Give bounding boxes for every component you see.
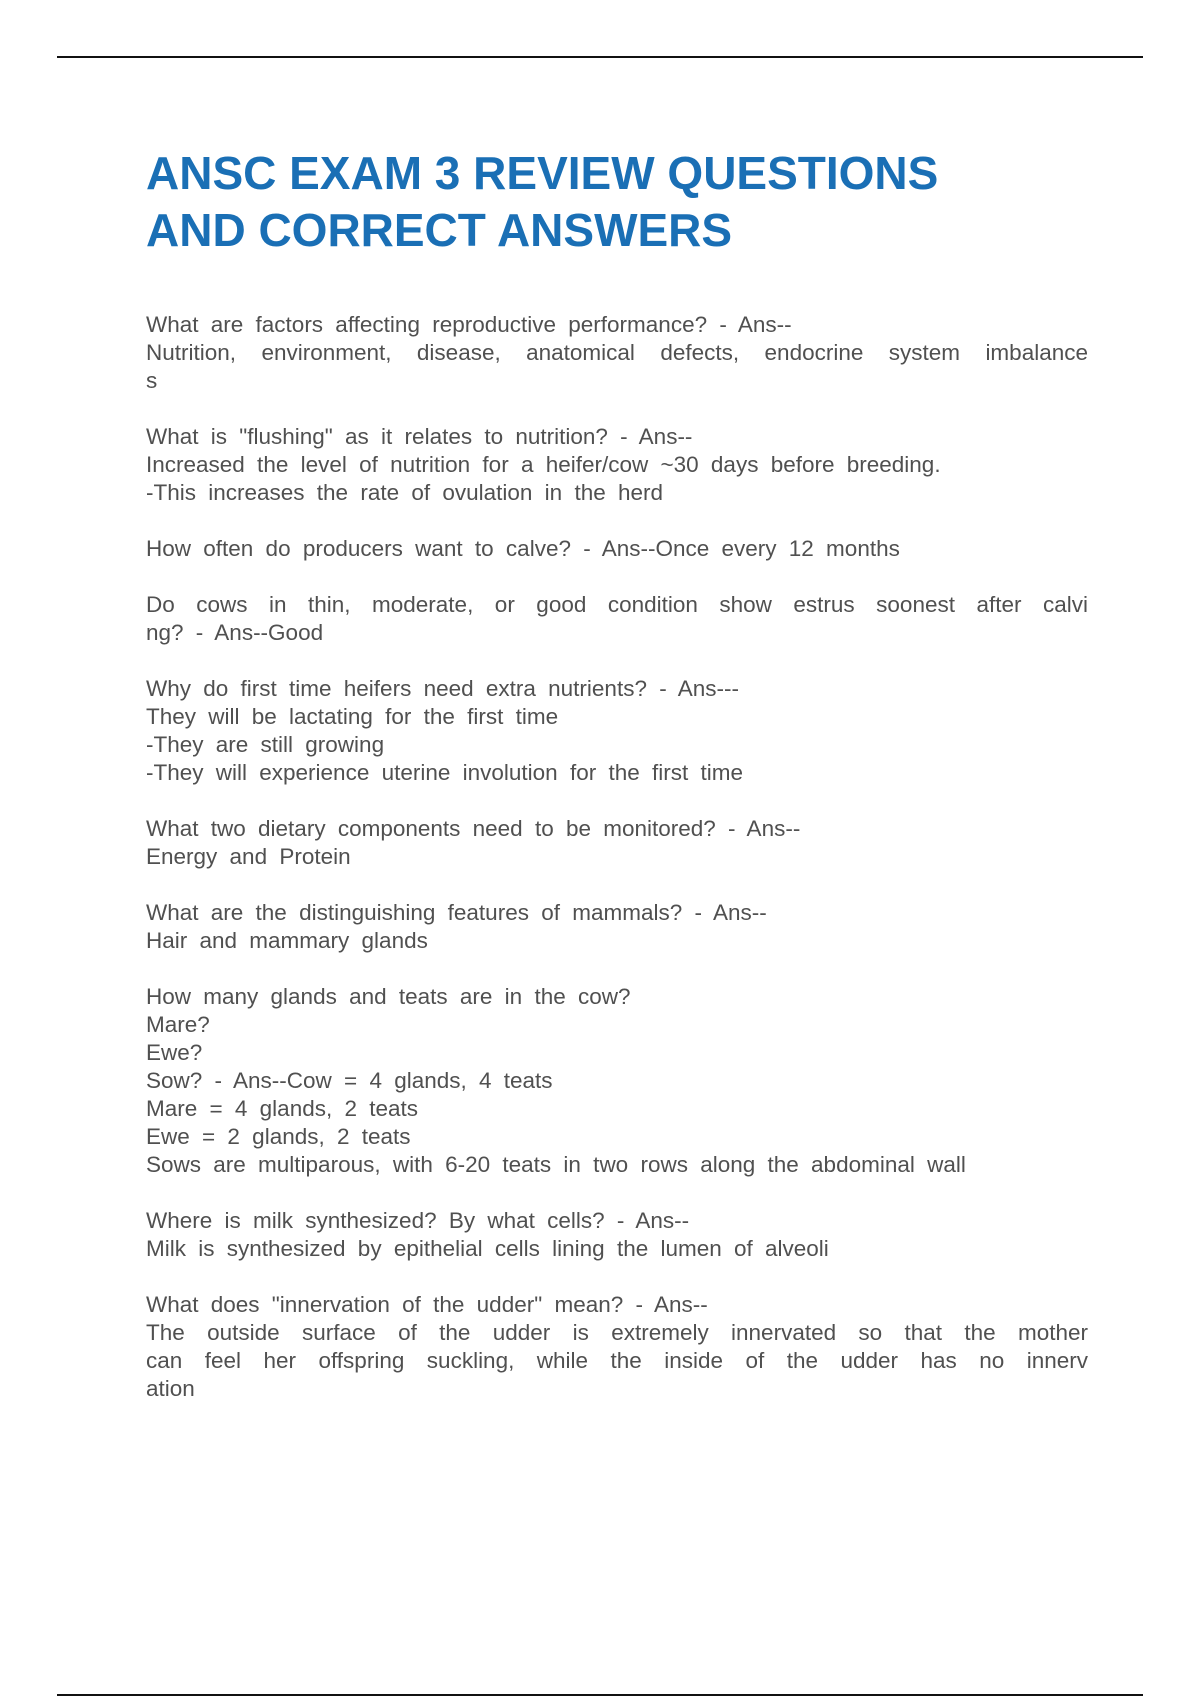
answer-line: can feel her offspring suckling, while the inside of the udder has no innerv <box>146 1348 1088 1373</box>
answer-line: Sows are multiparous, with 6-20 teats in two rows along the abdominal wall <box>146 1152 966 1177</box>
question-line: Sow? - Ans--Cow = 4 glands, 4 teats <box>146 1068 553 1093</box>
document-title <box>146 145 1146 259</box>
qa-item-udder-innervation <box>146 1291 1088 1403</box>
question-line: How many glands and teats are in the cow? <box>146 984 631 1009</box>
question-line: What does "innervation of the udder" mean? - Ans-- <box>146 1292 708 1317</box>
top-rule <box>57 56 1143 58</box>
answer-line: -They are still growing <box>146 732 385 757</box>
question-line: How often do producers want to calve? - Ans--Once every 12 months <box>146 536 900 561</box>
answer-line: s <box>146 368 158 393</box>
qa-item-mammal-features <box>146 899 1088 955</box>
answer-line: Ewe = 2 glands, 2 teats <box>146 1124 411 1149</box>
qa-item-dietary-components <box>146 815 1088 871</box>
answer-line: Increased the level of nutrition for a heifer/cow ~30 days before breeding. <box>146 452 941 477</box>
answer-line: Nutrition, environment, disease, anatomical defects, endocrine system imbalance <box>146 340 1088 365</box>
qa-item-reproductive-factors <box>146 311 1088 395</box>
answer-line: They will be lactating for the first time <box>146 704 559 729</box>
question-line: What is "flushing" as it relates to nutrition? - Ans-- <box>146 424 693 449</box>
title-line-1: ANSC EXAM 3 REVIEW QUESTIONS <box>146 147 939 199</box>
title-line-2: AND CORRECT ANSWERS <box>146 204 733 256</box>
answer-line: Hair and mammary glands <box>146 928 428 953</box>
answer-line: Milk is synthesized by epithelial cells lining the lumen of alveoli <box>146 1236 829 1261</box>
qa-item-calving-interval <box>146 535 1088 563</box>
qa-list <box>146 311 1088 1431</box>
qa-item-heifer-nutrients <box>146 675 1088 787</box>
answer-line: The outside surface of the udder is extremely innervated so that the mother <box>146 1320 1088 1345</box>
question-line: Do cows in thin, moderate, or good condition show estrus soonest after calvi <box>146 592 1088 617</box>
answer-line: ation <box>146 1376 195 1401</box>
bottom-rule <box>57 1694 1143 1696</box>
answer-line: -This increases the rate of ovulation in the herd <box>146 480 664 505</box>
qa-item-estrus-condition <box>146 591 1088 647</box>
question-line: What are factors affecting reproductive performance? - Ans-- <box>146 312 792 337</box>
answer-line: Energy and Protein <box>146 844 351 869</box>
question-line: What are the distinguishing features of mammals? - Ans-- <box>146 900 767 925</box>
qa-item-milk-synthesis <box>146 1207 1088 1263</box>
qa-item-flushing <box>146 423 1088 507</box>
question-line: Ewe? <box>146 1040 203 1065</box>
answer-line: Mare = 4 glands, 2 teats <box>146 1096 419 1121</box>
answer-line: -They will experience uterine involution for the first time <box>146 760 743 785</box>
question-line: Why do first time heifers need extra nutrients? - Ans--- <box>146 676 739 701</box>
question-line: Where is milk synthesized? By what cells? - Ans-- <box>146 1208 690 1233</box>
answer-line: ng? - Ans--Good <box>146 620 324 645</box>
question-line: What two dietary components need to be monitored? - Ans-- <box>146 816 801 841</box>
question-line: Mare? <box>146 1012 210 1037</box>
qa-item-glands-teats <box>146 983 1088 1179</box>
